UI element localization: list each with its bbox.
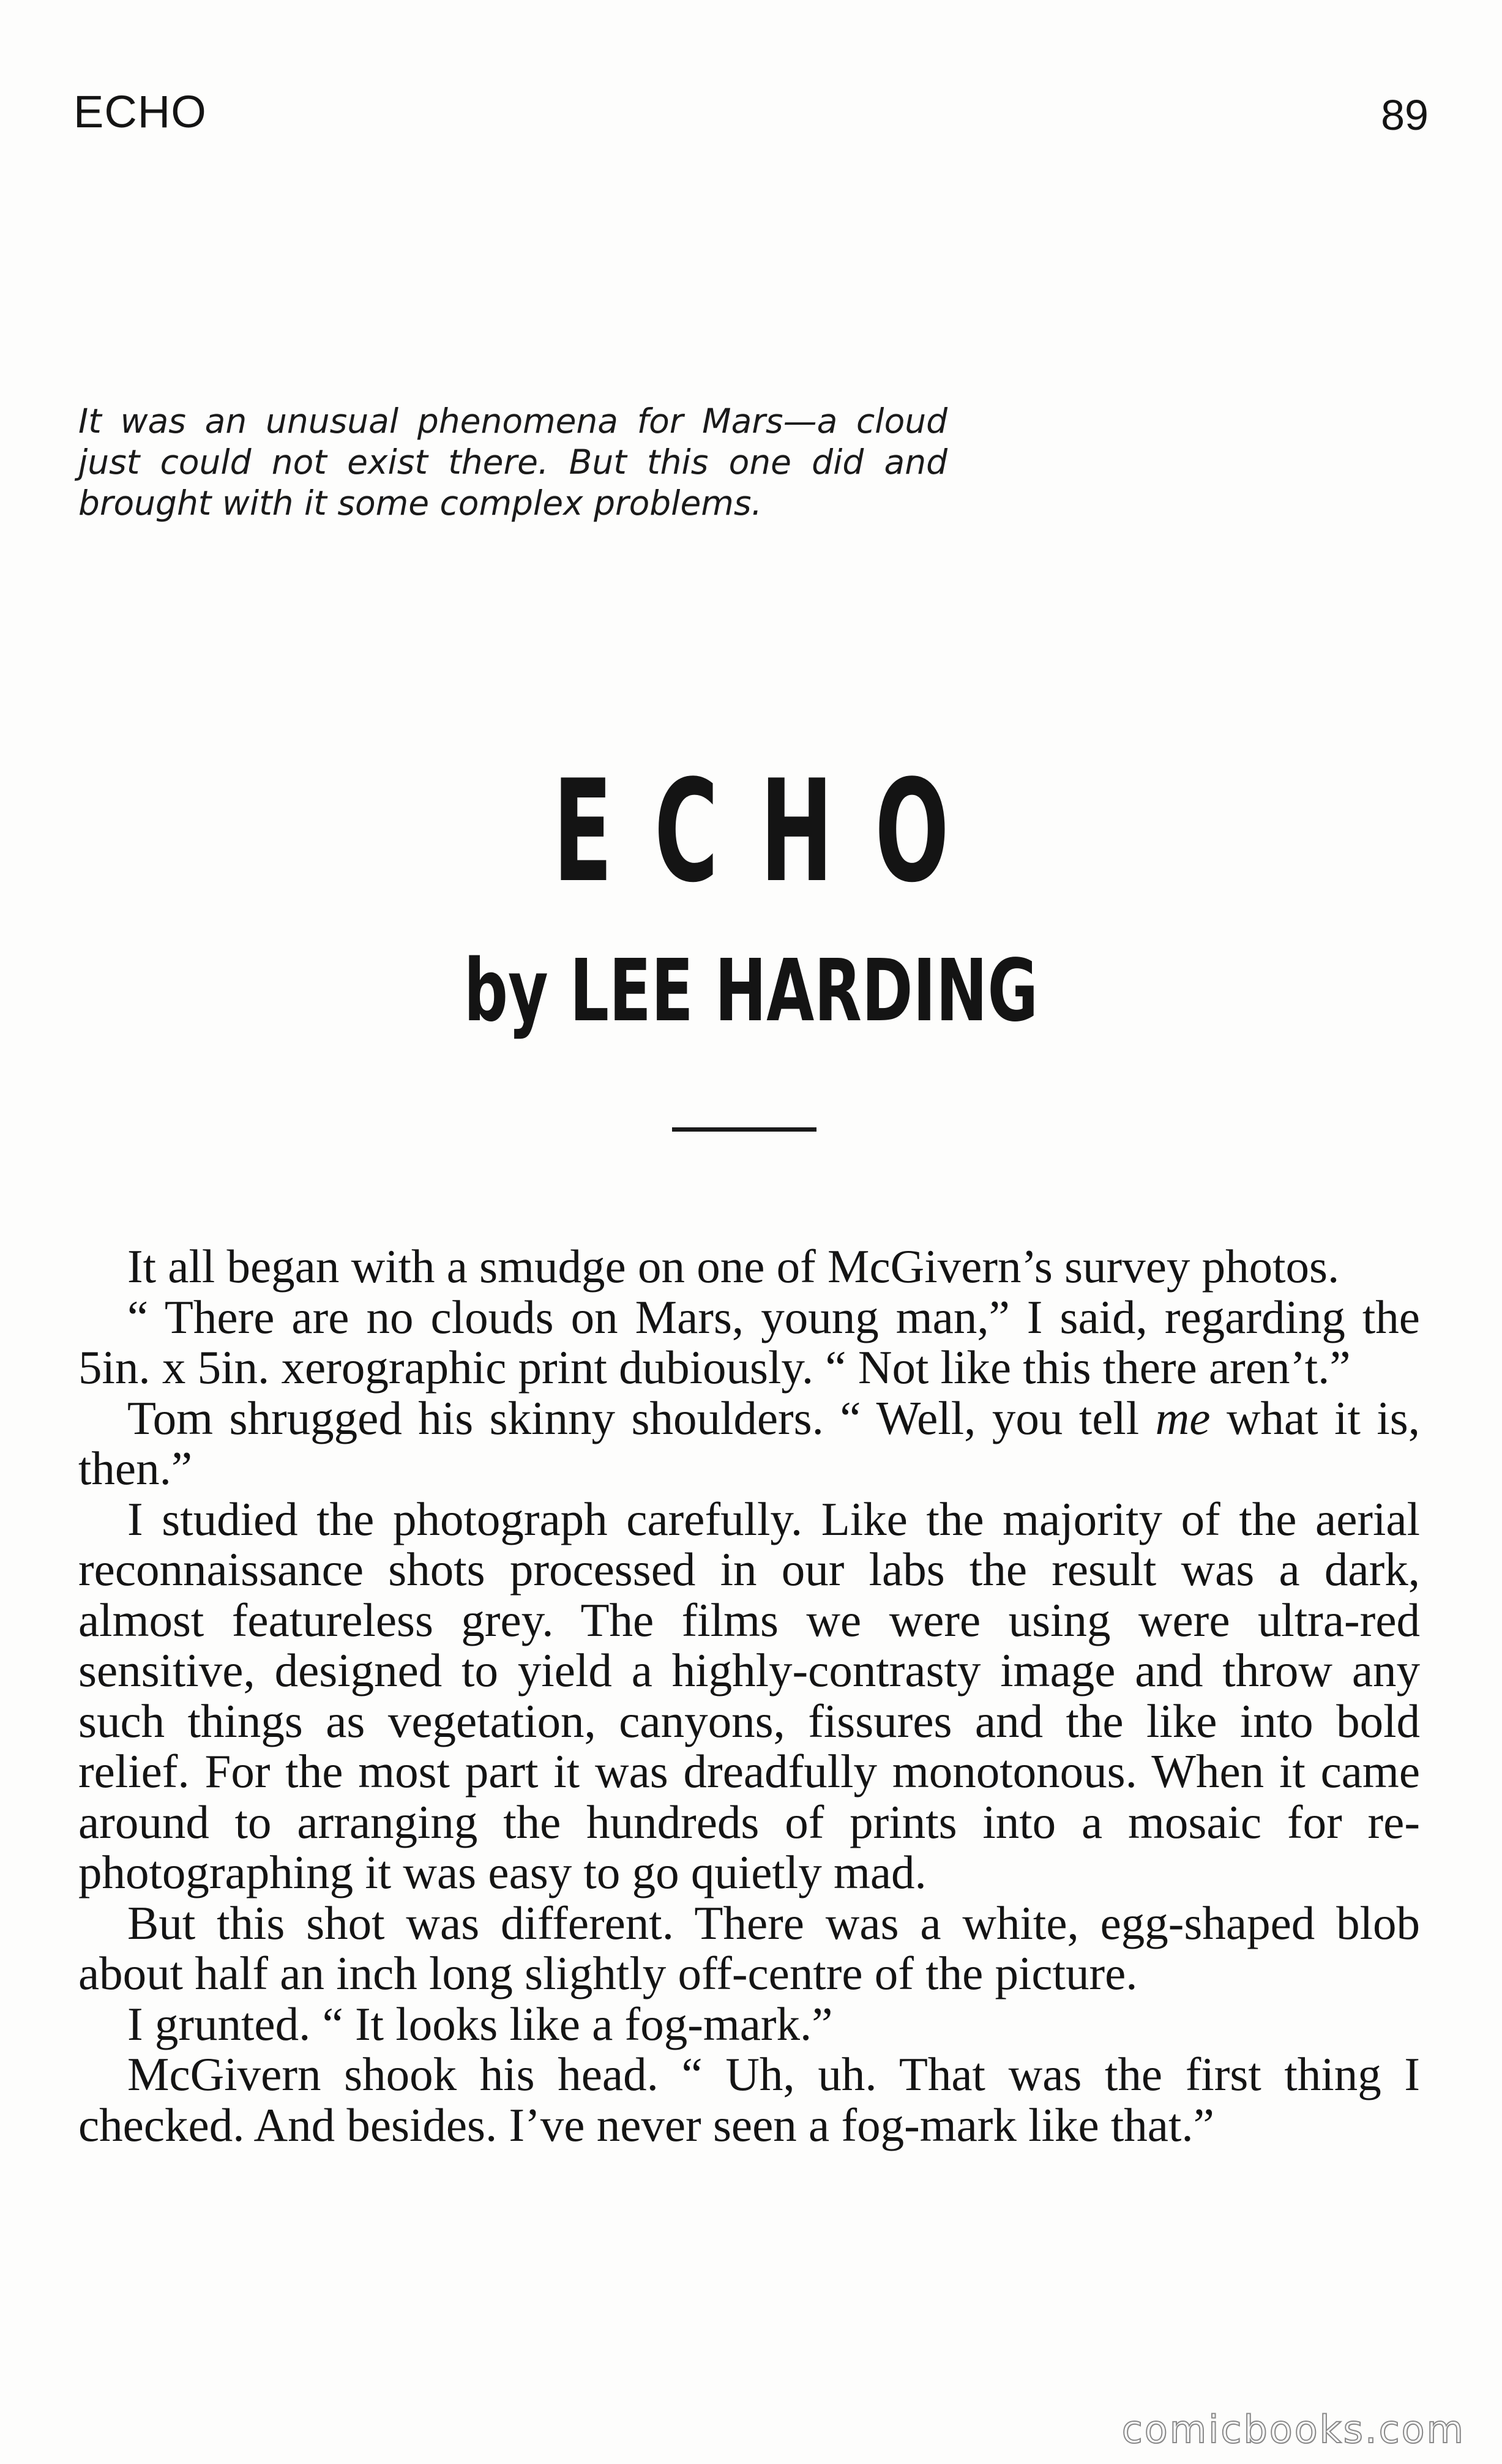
paragraph-text: I grunted. “ It looks like a fog-mark.” <box>127 1997 833 2050</box>
paragraph-text: “ There are no clouds on Mars, young man,” I said, regarding the 5in. x 5in. xerographic print dubiously. “ Not like this there aren’t.” <box>78 1290 1420 1394</box>
running-title: ECHO <box>73 86 207 137</box>
body-paragraph <box>78 1898 1420 1999</box>
running-head <box>73 86 1429 153</box>
body-paragraph <box>78 2049 1420 2150</box>
story-title: ECHO <box>553 750 991 914</box>
paragraph-text: But this shot was different. There was a white, egg-shaped blob about half an inch long slightly off-centre of the picture. <box>78 1896 1420 1999</box>
story-byline: by LEE HARDING <box>463 941 1039 1041</box>
body-paragraph <box>78 1292 1420 1393</box>
paragraph-text: McGivern shook his head. “ Uh, uh. That was the first thing I checked. And besides. I’ve never seen a fog-mark like that.” <box>78 2048 1420 2151</box>
page-number: 89 <box>1381 91 1429 139</box>
paragraph-text: Tom shrugged his skinny shoulders. “ Well, you tell <box>127 1391 1156 1444</box>
watermark-logo: comicbooks.com <box>1121 2407 1465 2452</box>
title-divider-rule <box>672 1127 816 1132</box>
emphasis-text: me <box>1155 1391 1211 1444</box>
paragraph-text: what it is, then.” <box>78 1391 1420 1495</box>
story-body <box>78 1241 1420 2150</box>
body-paragraph <box>78 1241 1420 1292</box>
paragraph-text: I studied the photograph carefully. Like the majority of the aerial reconnaissance shots processed in our labs the result was a dark, almost featureless grey. The films we were using were ultra-red sensitive, designed to yield a highly-contrasty image and throw any such things as vegetation, canyons, fissures and the like into bold relief. For the most part it was dreadfully monotonous. When it came around to arranging the hundreds of prints into a mosaic for re-photographing it was easy to go quietly mad. <box>78 1492 1420 1898</box>
body-paragraph <box>78 1494 1420 1898</box>
story-blurb: It was an unusual phenomena for Mars—a cloud just could not exist there. But this one did and brought with it some complex problems. <box>78 401 947 523</box>
body-paragraph <box>78 1999 1420 2050</box>
paragraph-text: It all began with a smudge on one of McGivern’s survey photos. <box>127 1240 1340 1293</box>
body-paragraph <box>78 1393 1420 1494</box>
